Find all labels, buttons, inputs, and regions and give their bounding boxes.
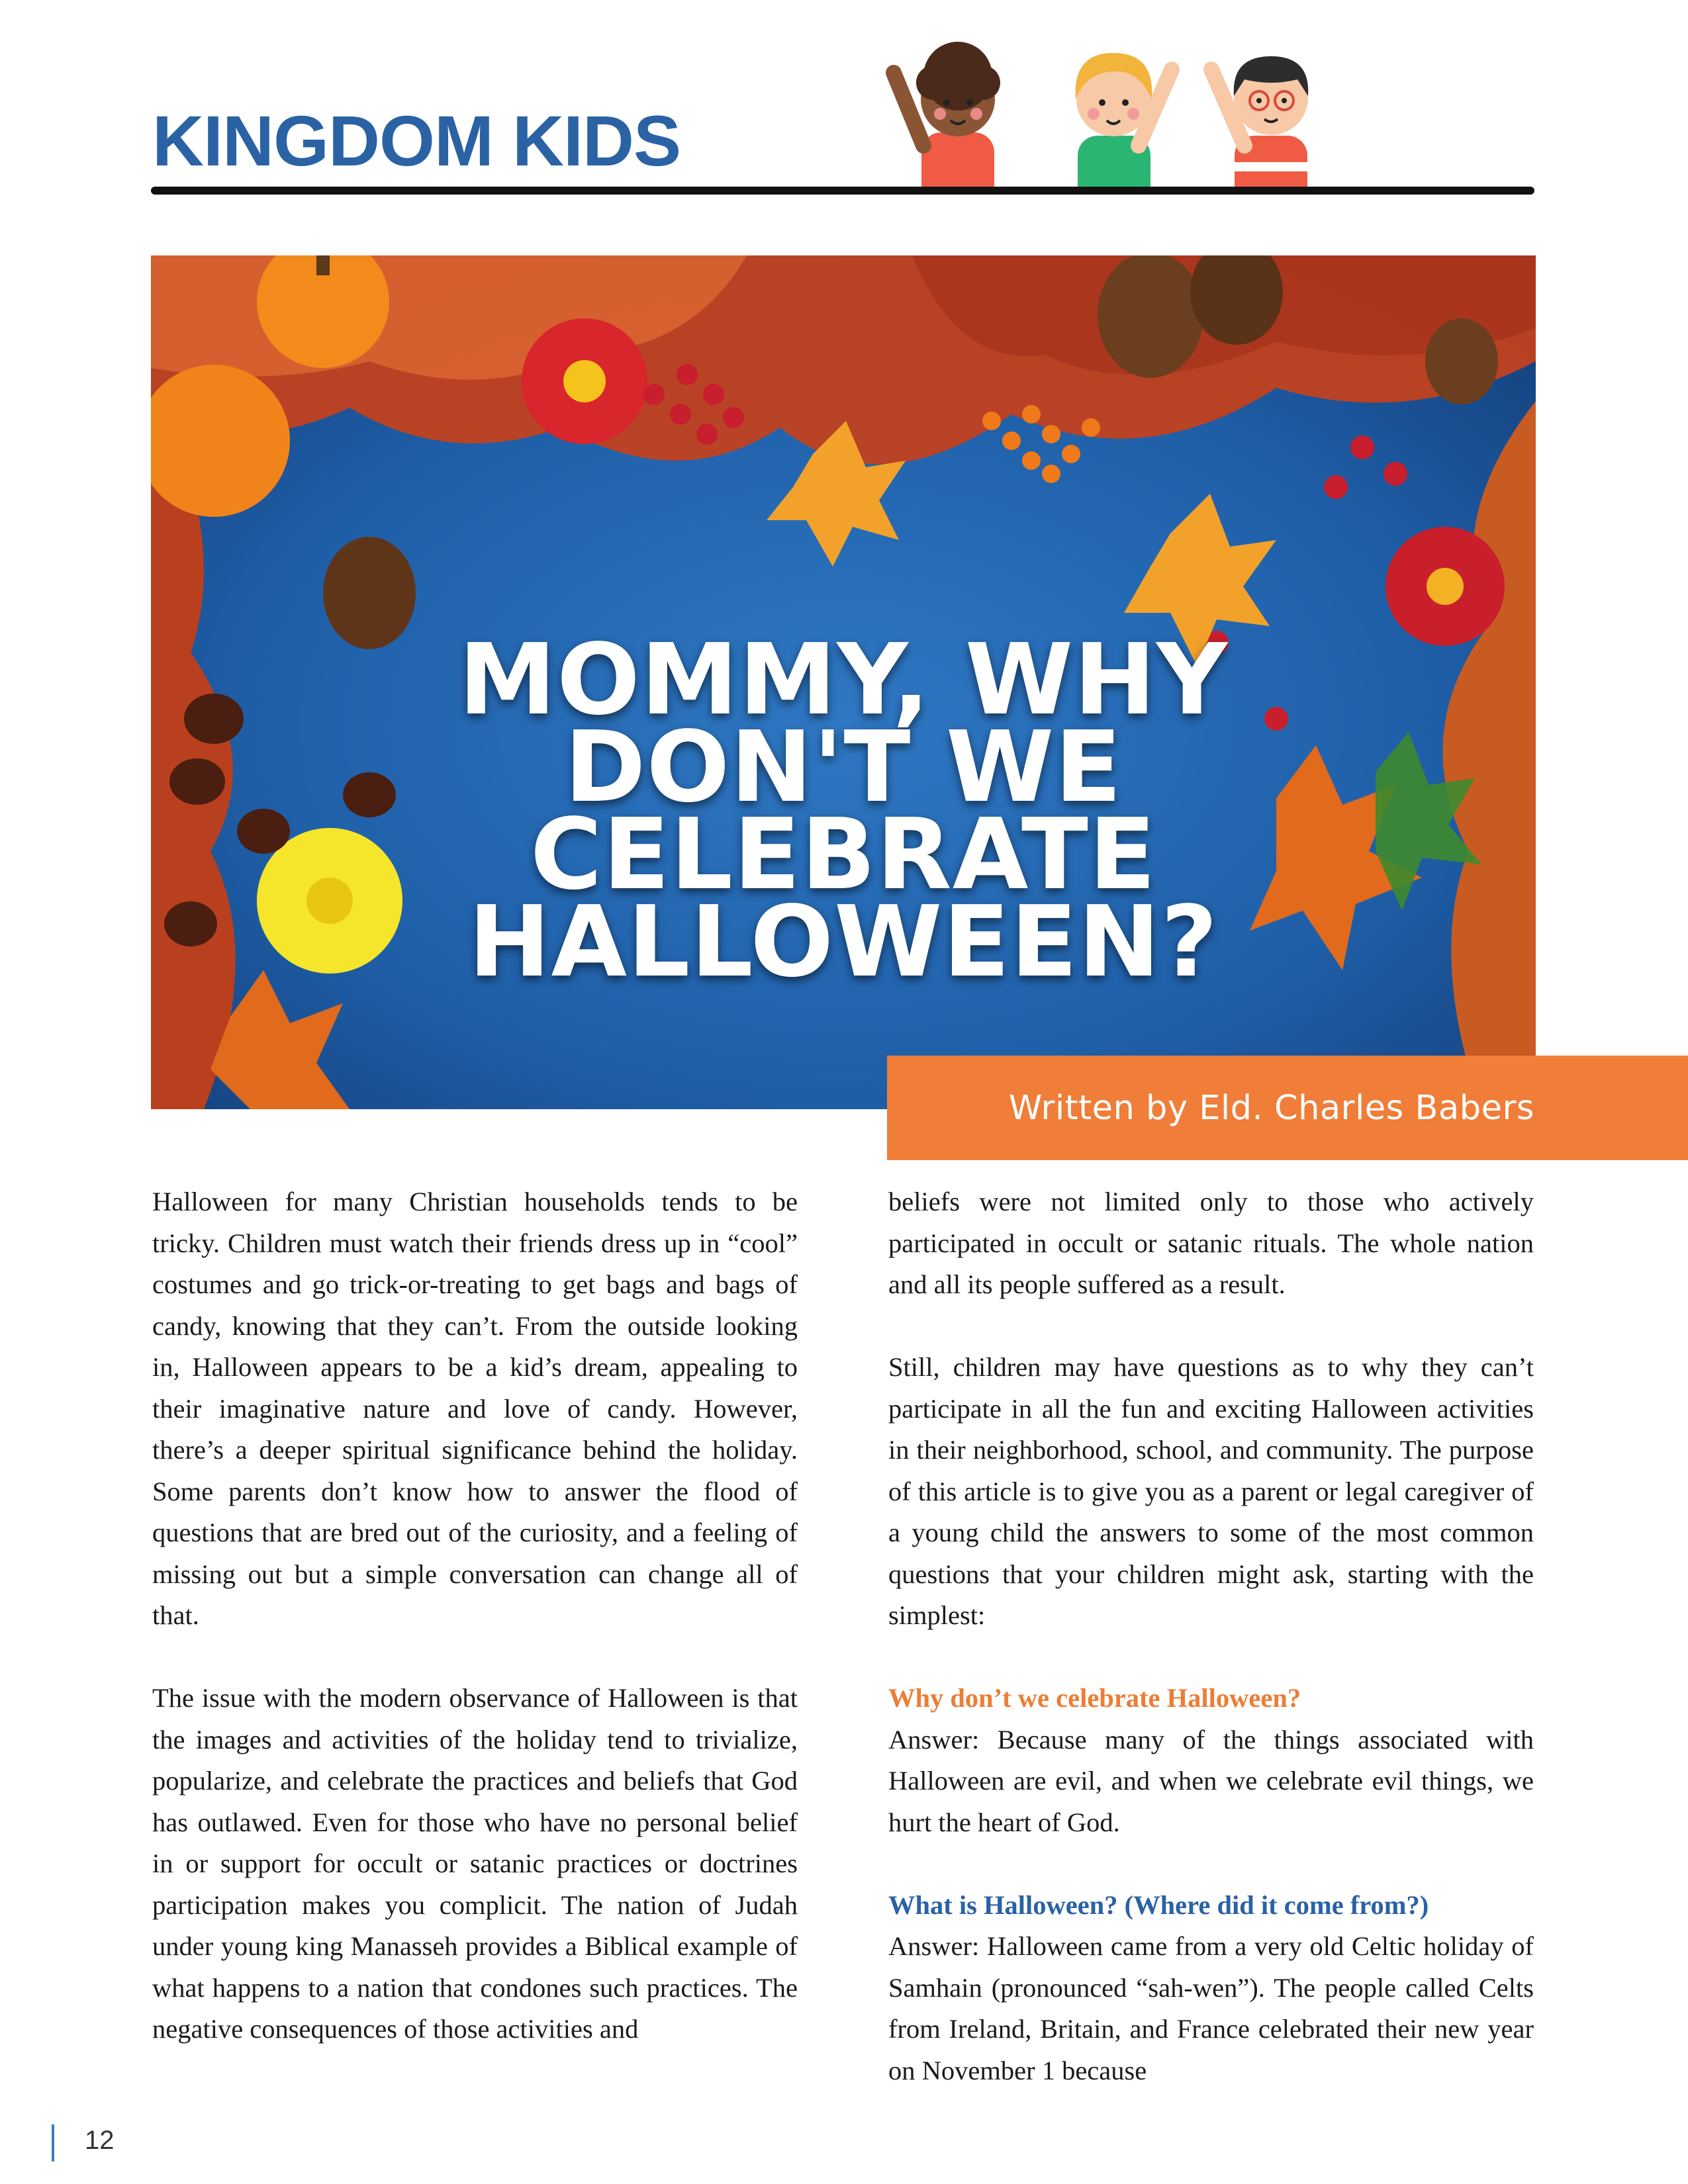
answer-text: Answer: Halloween came from a very old Celtic holiday of Samhain (pronounced “sah-wen”). The people called Celts from Ireland, Britain, and France celebrated their new year on November 1 because	[888, 1931, 1534, 2085]
page-number: 12	[85, 2126, 115, 2155]
hero-title-line-4: HALLOWEEN?	[468, 885, 1219, 999]
header-rule	[151, 187, 1534, 195]
question-heading: Why don’t we celebrate Halloween?	[888, 1683, 1301, 1713]
kids-illustration	[874, 20, 1350, 192]
article-column-left	[152, 1181, 798, 2091]
hero-image	[151, 255, 1536, 1109]
hero-title-line-1: MOMMY, WHY	[458, 623, 1229, 737]
article-column-right	[888, 1181, 1534, 2133]
article-paragraph: Still, children may have questions as to why they can’t participate in all the fun and exciting Halloween activities in their neighborhood, school, and community. The purpose of this article is to give you as a parent or legal caregiver of a young child the answers to some of the most common questions that your children might ask, starting with the simplest:	[888, 1352, 1534, 1630]
answer-text: Answer: Because many of the things associated with Halloween are evil, and when we celebrate evil things, we hurt the heart of God.	[888, 1724, 1534, 1837]
byline-banner	[887, 1056, 1688, 1160]
article-paragraph: The issue with the modern observance of Halloween is that the images and activities of the holiday tend to trivialize, popularize, and celebrate the practices and beliefs that God has outlawed. Even for those who have no personal belief in or support for occult or satanic practices or doctrines participation makes you complicit. The nation of Judah under young king Manasseh provides a Biblical example of what happens to a nation that condones such practices. The negative consequences of those activities and	[152, 1683, 798, 2044]
qa-block-1	[888, 1678, 1534, 1843]
article-paragraph: beliefs were not limited only to those who actively participated in occult or satanic rituals. The whole nation and all its people suffered as a result.	[888, 1187, 1534, 1299]
section-title: KINGDOM KIDS	[152, 101, 680, 181]
article-paragraph: Halloween for many Christian households tends to be tricky. Children must watch their friends dress up in “cool” costumes and go trick-or-treating to get bags and bags of candy, knowing that they can’t. From the outside looking in, Halloween appears to be a kid’s dream, appealing to their imaginative nature and love of candy. However, there’s a deeper spiritual significance behind the holiday. Some parents don’t know how to answer the flood of questions that are bred out of the curiosity, and a feeling of missing out but a simple conversation can change all of that.	[152, 1187, 798, 1630]
hero-title-line-2: DON'T WE	[564, 710, 1123, 824]
hero-title-line-3: CELEBRATE	[530, 797, 1156, 911]
page-number-bar	[52, 2124, 54, 2161]
byline-text: Written by Eld. Charles Babers	[1008, 1088, 1534, 1128]
hero-title	[151, 623, 1536, 999]
qa-block-2	[888, 1885, 1534, 2092]
question-heading: What is Halloween? (Where did it come from?)	[888, 1889, 1429, 1920]
